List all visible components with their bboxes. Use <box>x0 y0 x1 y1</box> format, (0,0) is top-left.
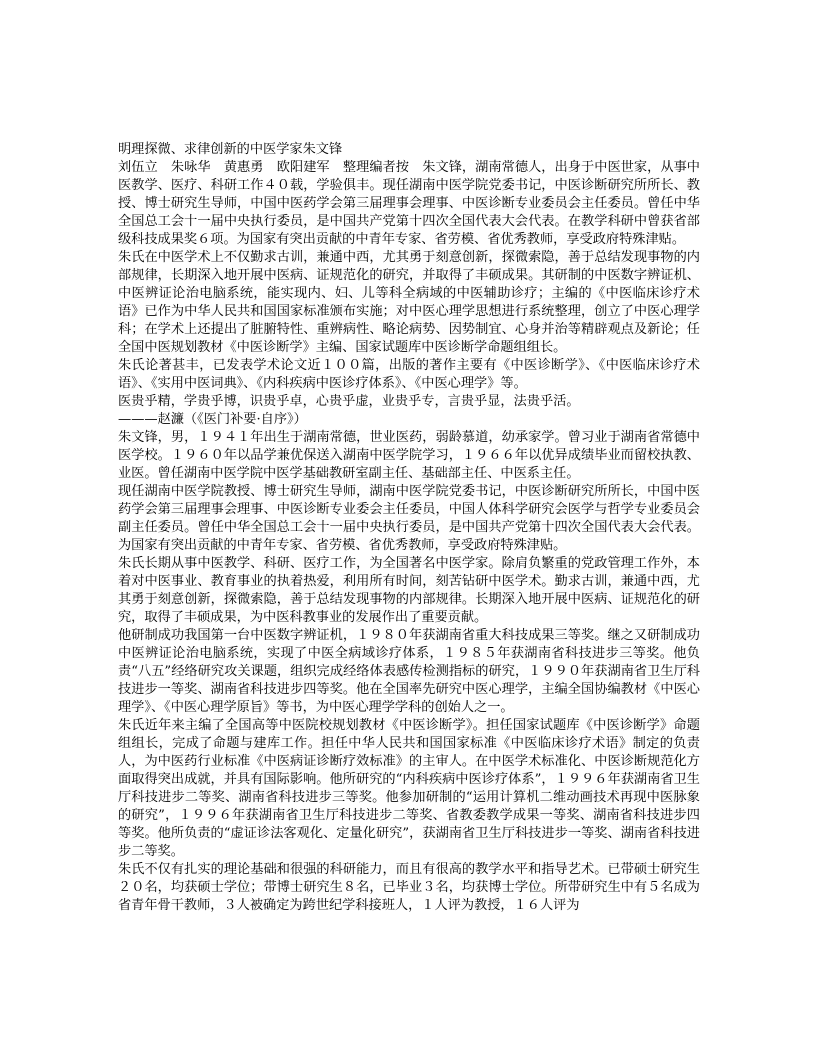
paragraph: 朱氏不仅有扎实的理论基础和很强的科研能力，而且有很高的教学水平和指导艺术。已带硕士研究生２０名，均获硕士学位；带博士研究生８名，已毕业３名，均获博士学位。所带研究生中有５名成为省青年骨干教师，３人被确定为跨世纪学科接班人，１人评为教授，１６人评为 <box>118 862 700 913</box>
quote-attribution: ———赵濂（《医门补要·自序》） <box>118 412 307 427</box>
paragraph: 他研制成功我国第一台中医数字辨证机，１９８０年获湖南省重大科技成果三等奖。继之又研制成功中医辨证论治电脑系统，实现了中医全病域诊疗体系，１９８５年获湖南省科技进步三等奖。他负责“八五”经络研究攻关课题，组织完成经络体表感传检测指标的研究，１９９０年获湖南省卫生厅科技进步一等奖、湖南省科技进步四等奖。他在全国率先研究中医心理学，主编全国协编教材《中医心理学》、《中医心理学原旨》等书，为中医心理学学科的创始人之一。 <box>118 628 700 715</box>
paragraph: 朱氏论著甚丰，已发表学术论文近１００篇，出版的著作主要有《中医诊断学》、《中医临床诊疗术语》、《实用中医词典》、《内科疾病中医诊疗体系》、《中医心理学》等。 <box>118 358 700 391</box>
paragraph: 朱文锋，男，１９４１年出生于湖南常德，世业医药，弱龄慕道，幼承家学。曾习业于湖南省常德中医学校。１９６０年以品学兼优保送入湖南中医学院学习，１９６６年以优异成绩毕业而留校执教、业医。曾任湖南中医学院中医学基础教研室副主任、基础部主任、中医系主任。 <box>118 430 700 481</box>
article-title: 明理探微、求律创新的中医学家朱文锋 <box>118 142 343 157</box>
quote: 医贵乎精，学贵乎博，识贵乎卓，心贵乎虚，业贵乎专，言贵乎显，法贵乎活。 <box>118 394 580 409</box>
paragraph: 现任湖南中医学院教授、博士研究生导师，湖南中医学院党委书记，中医诊断研究所所长，中国中医药学会第三届理事会理事、中医诊断专业委会主任委员，中国人体科学研究会医学与哲学专业委员会副主任委员。曾任中华全国总工会十一届中央执行委员，是中国共产党第十四次全国代表大会代表。为国家有突出贡献的中青年专家、省劳模、省优秀教师，享受政府特殊津贴。 <box>118 484 700 553</box>
document-body <box>118 141 700 915</box>
paragraph: 朱氏长期从事中医教学、科研、医疗工作，为全国著名中医学家。除肩负繁重的党政管理工作外，本着对中医事业、教育事业的执着热爱，利用所有时间，刻苦钻研中医学术。勤求古训，兼通中西，尤其勇于刻意创新，探微索隐，善于总结发现事物的内部规律。长期深入地开展中医病、证规范化的研究，取得了丰硕成果，为中医科教事业的发展作出了重要贡献。 <box>118 556 700 625</box>
paragraph: 朱氏在中医学术上不仅勤求古训，兼通中西，尤其勇于刻意创新，探微索隐，善于总结发现事物的内部规律，长期深入地开展中医病、证规范化的研究，并取得了丰硕成果。其研制的中医数字辨证机、中医辨证论治电脑系统，能实现内、妇、儿等科全病域的中医辅助诊疗；主编的《中医临床诊疗术语》已作为中华人民共和国国家标准颁布实施；对中医心理学思想进行系统整理，创立了中医心理学科；在学术上还提出了脏腑特性、重辨病性、略论病势、因势制宜、心身并治等精辟观点及新论；任全国中医规划教材《中医诊断学》主编、国家试题库中医诊断学命题组组长。 <box>118 250 700 355</box>
paragraph: 朱氏近年来主编了全国高等中医院校规划教材《中医诊断学》。担任国家试题库《中医诊断学》命题组组长，完成了命题与建库工作。担任中华人民共和国国家标准《中医临床诊疗术语》制定的负责人，为中医药行业标准《中医病证诊断疗效标准》的主审人。在中医学术标准化、中医诊断规范化方面取得突出成就，并具有国际影响。他所研究的“内科疾病中医诊疗体系”，１９９６年获湖南省卫生厅科技进步二等奖、湖南省科技进步三等奖。他参加研制的“运用计算机二维动画技术再现中医脉象的研究”，１９９６年获湖南省卫生厅科技进步二等奖、省教委教学成果一等奖、湖南省科技进步四等奖。他所负责的“虚证诊法客观化、定量化研究”，获湖南省卫生厅科技进步一等奖、湖南省科技进步二等奖。 <box>118 718 700 859</box>
paragraph-editor-note: 刘伍立 朱咏华 黄惠勇 欧阳建军 整理编者按 朱文锋，湖南常德人，出身于中医世家，从事中医教学、医疗、科研工作４０载，学验俱丰。现任湖南中医学院党委书记，中医诊断研究所所长、教授、博士研究生导师，中国中医药学会第三届理事会理事、中医诊断专业委员会主任委员。曾任中华全国总工会十一届中央执行委员，是中国共产党第十四次全国代表大会代表。在教学科研中曾获省部级科技成果奖６项。为国家有突出贡献的中青年专家、省劳模、省优秀教师，享受政府特殊津贴。 <box>118 160 700 247</box>
